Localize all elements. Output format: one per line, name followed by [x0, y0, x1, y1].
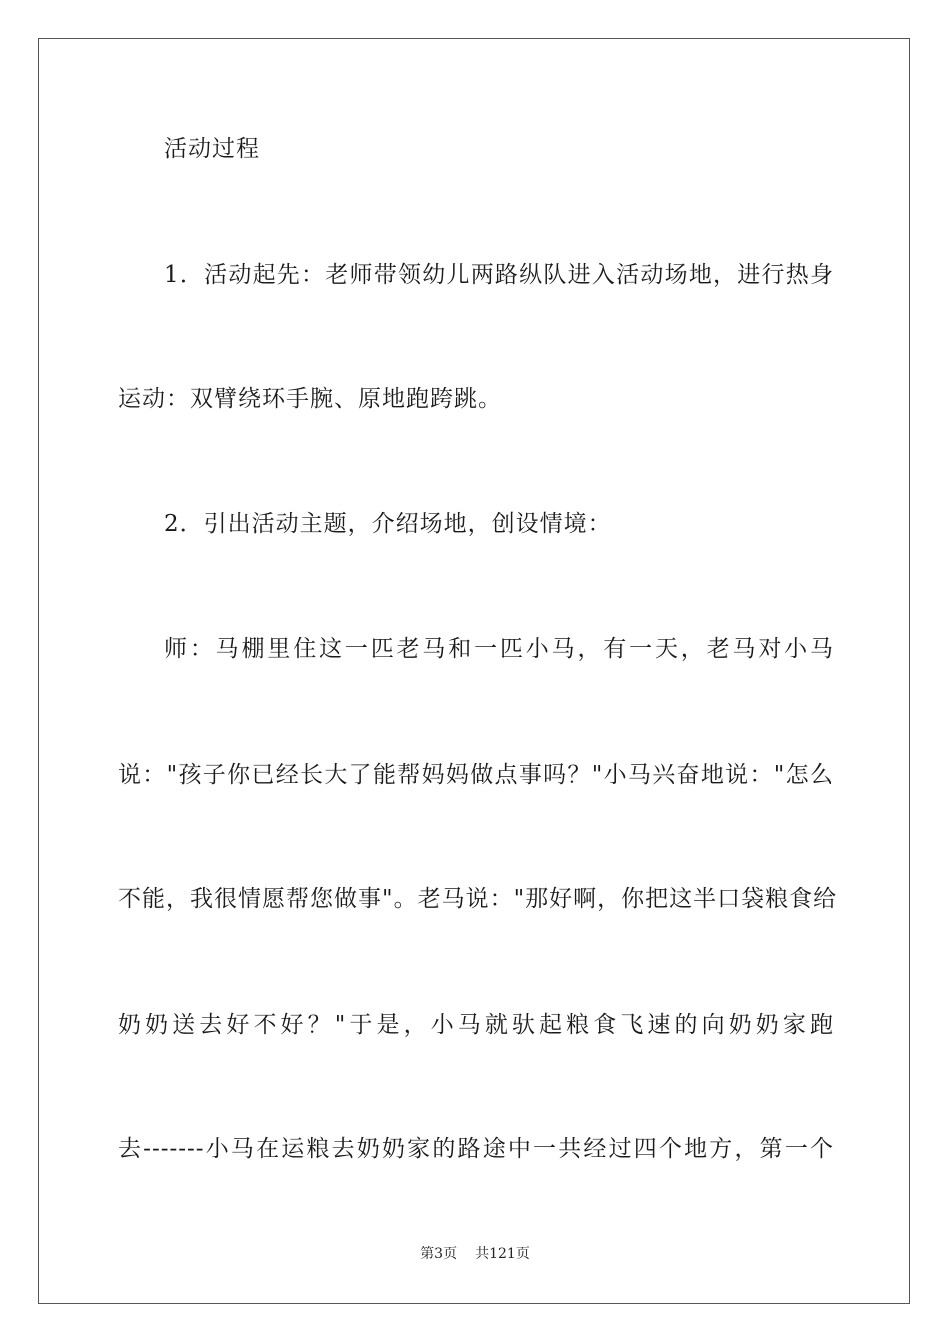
- paragraph-line: 师：马棚里住这一匹老马和一匹小马，有一天，老马对小马: [164, 636, 834, 662]
- page-border: [38, 38, 910, 1304]
- paragraph-line: 去-------小马在运粮去奶奶家的路途中一共经过四个地方，第一个: [118, 1136, 834, 1162]
- paragraph-line: 2．引出活动主题，介绍场地，创设情境：: [164, 511, 612, 537]
- page-total: 共121页: [475, 1246, 530, 1262]
- paragraph-line: 运动：双臂绕环手腕、原地跑跨跳。: [118, 386, 502, 412]
- paragraph-line: 不能，我很情愿帮您做事"。老马说："那好啊，你把这半口袋粮食给: [118, 886, 838, 912]
- paragraph-line: 1．活动起先：老师带领幼儿两路纵队进入活动场地，进行热身: [164, 262, 834, 288]
- page-number: 第3页: [420, 1246, 458, 1262]
- section-heading: 活动过程: [164, 136, 260, 162]
- paragraph-line: 奶奶送去好不好？"于是，小马就驮起粮食飞速的向奶奶家跑: [118, 1012, 834, 1038]
- paragraph-line: 说："孩子你已经长大了能帮妈妈做点事吗？"小马兴奋地说："怎么: [118, 762, 834, 788]
- page-footer: [0, 1245, 950, 1263]
